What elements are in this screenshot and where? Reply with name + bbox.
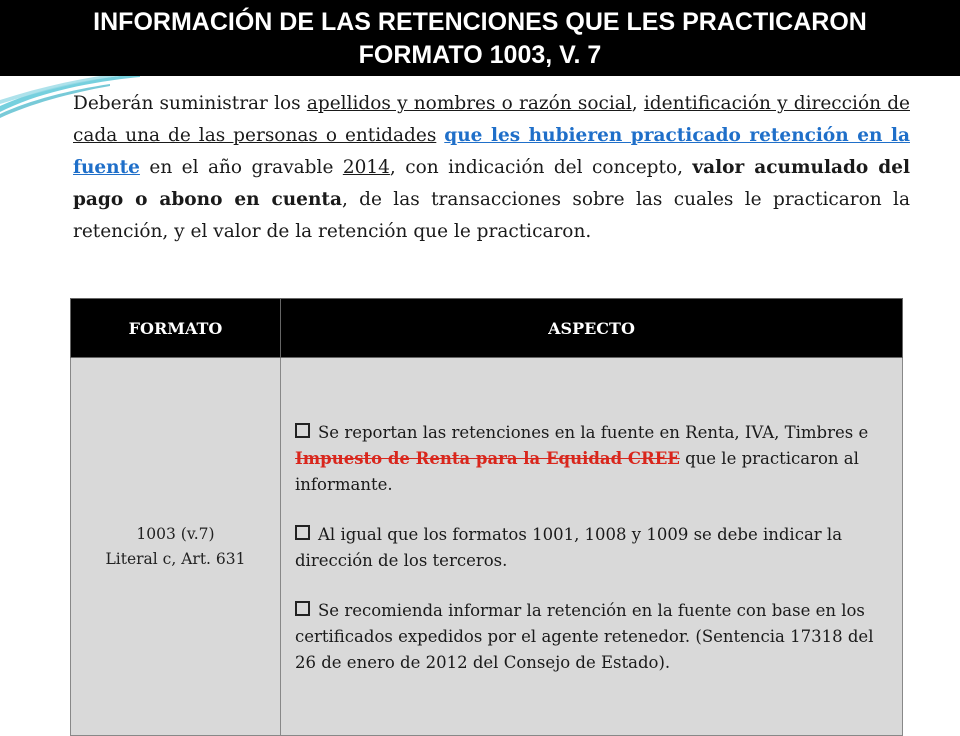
table-row xyxy=(71,358,903,736)
title-line-1: INFORMACIÓN DE LAS RETENCIONES QUE LES PRACTICARON xyxy=(93,8,867,36)
bullet-item-3 xyxy=(295,598,888,676)
title-line-2: FORMATO 1003, V. 7 xyxy=(358,41,602,69)
aspecto-cell xyxy=(281,358,903,736)
header-aspecto: ASPECTO xyxy=(281,299,903,358)
intro-text-1: Deberán suministrar los xyxy=(73,93,307,114)
bullet-1-text-b: que le practicaron al informante. xyxy=(295,448,859,494)
intro-bold: valor acumulado del pago o abono en cuenta xyxy=(73,157,910,210)
checkbox-bullet-icon xyxy=(295,423,310,438)
bullet-3-text: Se recomienda informar la retención en la fuente con base en los certificados expedidos por el agente retenedor. (Sentencia 17318 del 26 de enero de 2012 del Consejo de Estado). xyxy=(295,600,874,672)
bullet-1-strikethrough: Impuesto de Renta para la Equidad CREE xyxy=(295,448,680,468)
intro-underline-1: apellidos y nombres o razón social xyxy=(306,93,632,114)
bullet-2-text: Al igual que los formatos 1001, 1008 y 1009 se debe indicar la dirección de los terceros. xyxy=(295,524,843,570)
intro-text-5: , con indicación del concepto, xyxy=(389,157,693,178)
intro-text-2: , xyxy=(631,93,644,114)
header-formato: FORMATO xyxy=(71,299,281,358)
intro-underline-2: identificación y dirección de cada una de las personas o entidades xyxy=(73,93,910,146)
slide-title xyxy=(0,0,960,76)
intro-highlight-blue: que les hubieren practicado retención en la fuente xyxy=(73,125,910,178)
checkbox-bullet-icon xyxy=(295,601,310,616)
bullet-item-1 xyxy=(295,420,888,498)
intro-paragraph xyxy=(73,88,910,248)
intro-text-6: , de las transacciones sobre las cuales le practicaron la retención, y el valor de la retención que le practicaron. xyxy=(73,189,910,242)
table-header-row xyxy=(71,299,903,358)
bullet-item-2 xyxy=(295,522,888,574)
formato-code: 1003 (v.7) xyxy=(136,524,215,543)
bullet-1-text-a: Se reportan las retenciones en la fuente en Renta, IVA, Timbres e xyxy=(318,422,869,442)
checkbox-bullet-icon xyxy=(295,525,310,540)
format-table xyxy=(70,298,903,736)
formato-literal: Literal c, Art. 631 xyxy=(105,549,246,568)
intro-text-4: en el año gravable xyxy=(139,157,343,178)
intro-year: 2014 xyxy=(342,157,390,178)
formato-cell xyxy=(71,358,281,736)
